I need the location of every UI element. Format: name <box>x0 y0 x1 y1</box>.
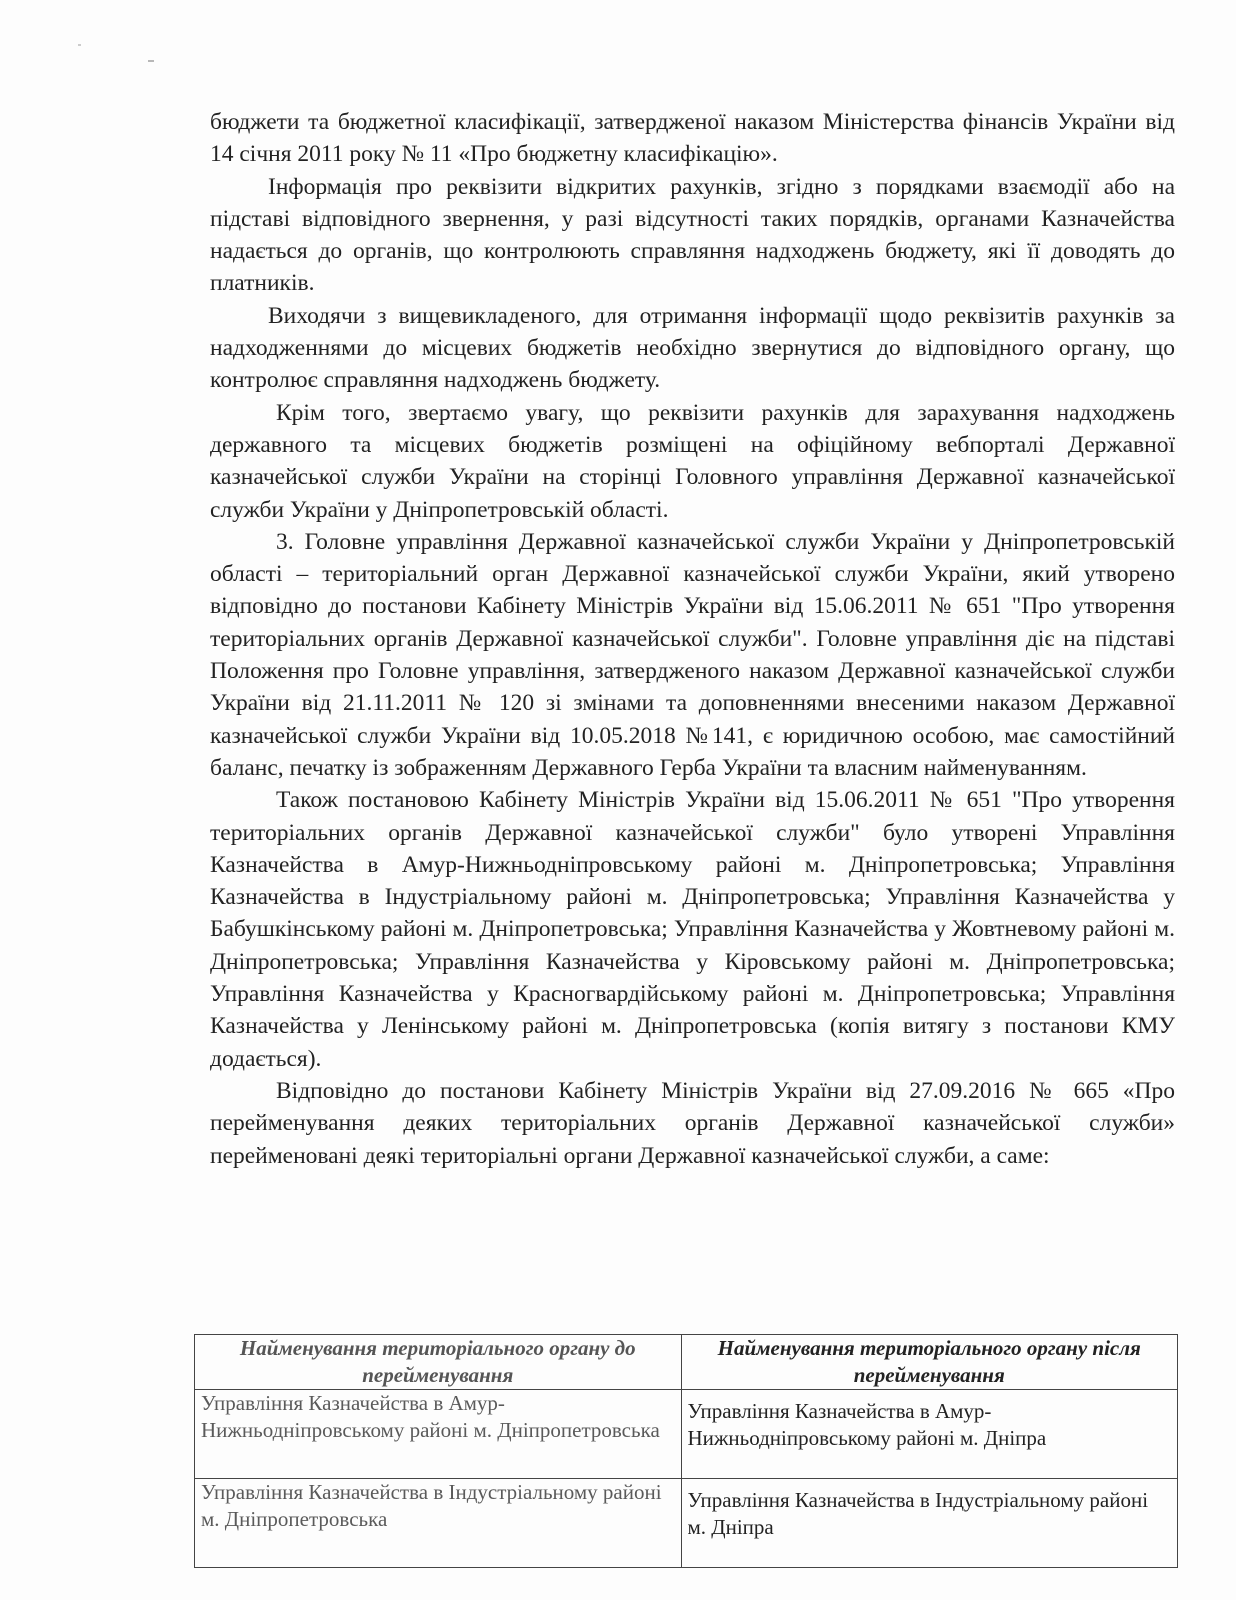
header-after-renaming: Найменування територіального органу після перейменування <box>681 1335 1178 1390</box>
table-row <box>195 1479 1178 1568</box>
renaming-table <box>194 1334 1178 1568</box>
paragraph-resolution-651: Також постановою Кабінету Міністрів України від 15.06.2011 № 651 "Про утворення територіальних органів Державної казначейської служби" було утворені Управління Казначейства в Амур-Нижньодніпровському районі м. Дніпропетровська; Управління Казначейства в Індустріальному районі м. Дніпропетровська; Управління Казначейства у Бабушкінському районі м. Дніпропетровська; Управління Казначейства у Жовтневому районі м. Дніпропетровська; Управління Казначейства у Кіровському районі м. Дніпропетровська; Управління Казначейства у Красногвардійському районі м. Дніпропетровська; Управління Казначейства у Ленінському районі м. Дніпропетровська (копія витягу з постанови КМУ додається). <box>210 787 1175 1072</box>
cell-before-renaming: Управління Казначейства в Індустріальному районі м. Дніпропетровська <box>195 1479 682 1568</box>
paragraph-resolution-665: Відповідно до постанови Кабінету Міністрів України від 27.09.2016 № 665 «Про перейменування деяких територіальних органів Державної казначейської служби» перейменовані деякі територіальні органи Державної казначейської служби, а саме: <box>210 1077 1175 1169</box>
scan-speck <box>78 44 81 46</box>
table-header-row <box>195 1335 1178 1390</box>
body-text <box>210 106 1175 1172</box>
paragraph-continuation: бюджети та бюджетної класифікації, затвердженої наказом Міністерства фінансів України від 14 січня 2011 року № 11 «Про бюджетну класифікацію». <box>210 109 1175 168</box>
paragraph-section-3: 3. Головне управління Державної казначейської служби України у Дніпропетровській області – територіальний орган Державної казначейської служби України, який утворено відповідно до постанови Кабінету Міністрів України від 15.06.2011 № 651 "Про утворення територіальних органів Державної казначейської служби". Головне управління діє на підставі Положення про Головне управління, затвердженого наказом Державної казначейської служби України від 21.11.2011 № 120 зі змінами та доповненнями внесеними наказом Державної казначейської служби України від 10.05.2018 №141, є юридичною особою, має самостійний баланс, печатку із зображенням Державного Герба України та власним найменуванням. <box>210 528 1175 781</box>
header-before-renaming: Найменування територіального органу до перейменування <box>195 1335 682 1390</box>
cell-after-renaming: Управління Казначейства в Амур-Нижньодніпровському районі м. Дніпра <box>681 1390 1178 1479</box>
paragraph-accounts-info: Інформація про реквізити відкритих рахунків, згідно з порядками взаємодії або на підставі відповідного звернення, у разі відсутності таких порядків, органами Казначейства надається до органів, що контролюють справляння надходжень бюджету, які її доводять до платників. <box>210 173 1175 297</box>
scan-speck <box>148 60 154 62</box>
paragraph-conclusion: Виходячи з вищевикладеного, для отримання інформації щодо реквізитів рахунків за надходженнями до місцевих бюджетів необхідно звернутися до відповідного органу, що контролює справляння надходжень бюджету. <box>210 302 1175 394</box>
cell-after-renaming: Управління Казначейства в Індустріальному районі м. Дніпра <box>681 1479 1178 1568</box>
table-row <box>195 1390 1178 1479</box>
cell-before-renaming: Управління Казначейства в Амур-Нижньодніпровському районі м. Дніпропетровська <box>195 1390 682 1479</box>
paragraph-webportal: Крім того, звертаємо увагу, що реквізити рахунків для зарахування надходжень державного та місцевих бюджетів розміщені на офіційному вебпорталі Державної казначейської служби України на сторінці Головного управління Державної казначейської служби України у Дніпропетровській області. <box>210 399 1175 523</box>
